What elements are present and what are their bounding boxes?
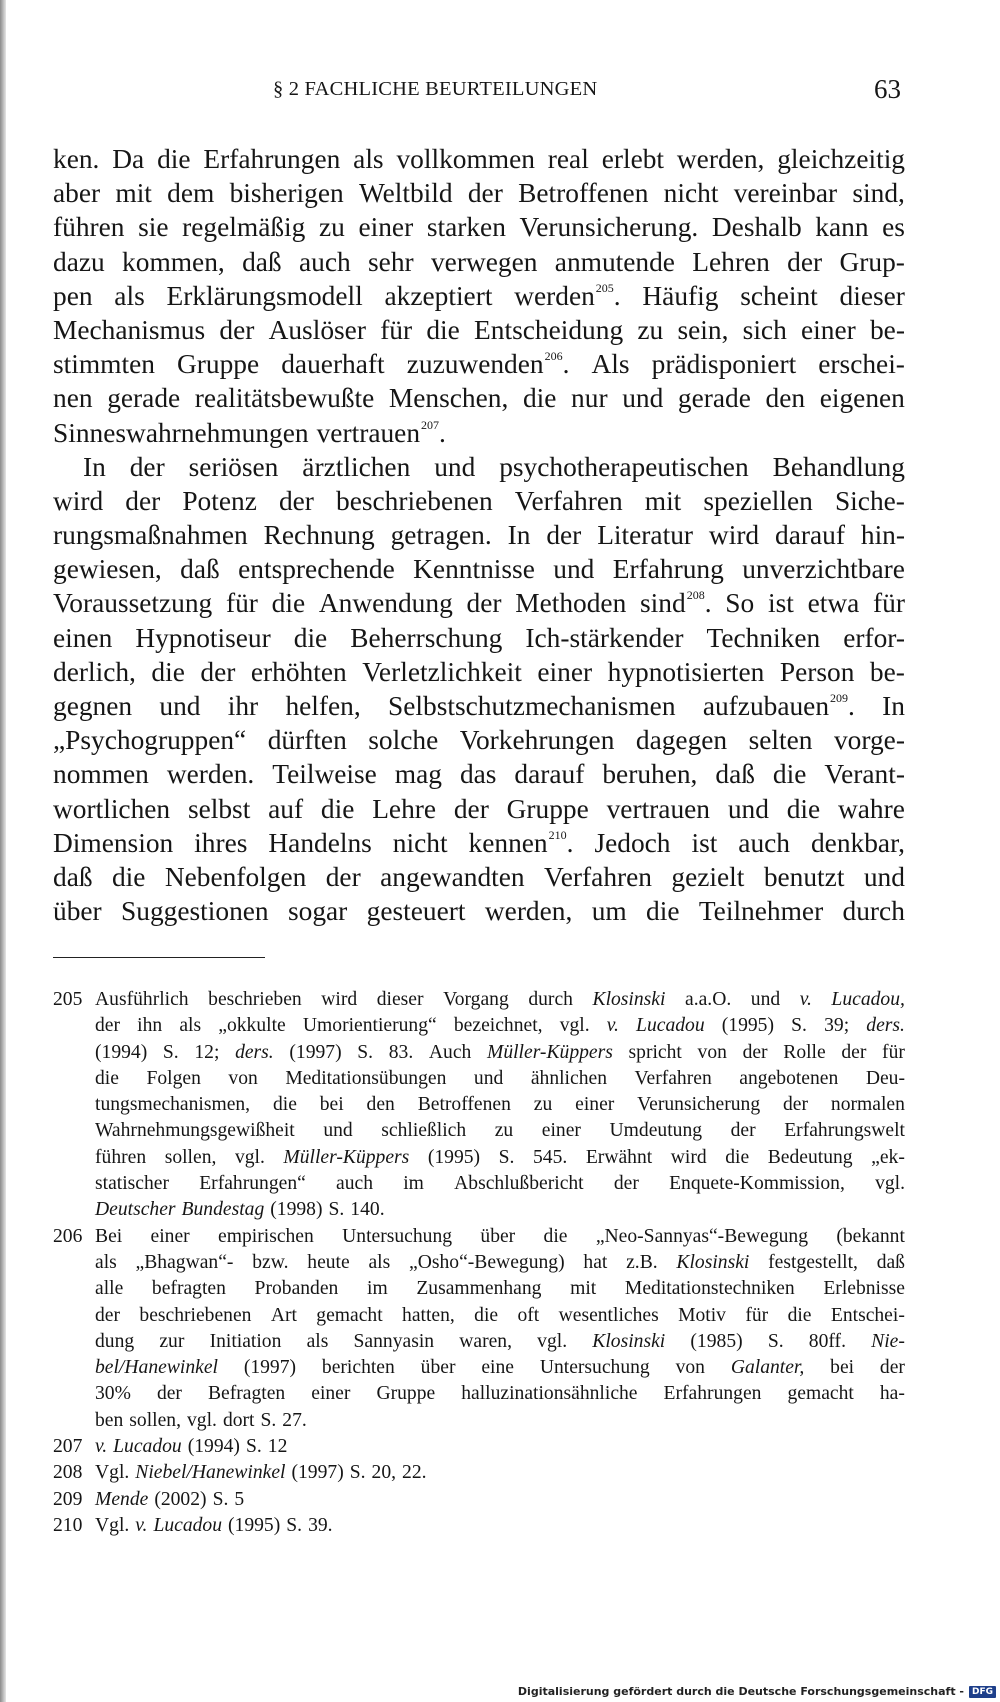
body-line: Sinneswahrnehmungen vertrauen$^{207}$. [53,417,446,448]
footnote-209 [53,1487,905,1513]
body-line: dazu kommen, daß auch sehr verwegen anmutende Lehren der Grup- [53,246,905,277]
body-line: Voraussetzung für die Anwendung der Methoden sind$^{208}$. So ist etwa für [53,588,905,619]
page-number: 63 [874,74,901,104]
footnote-reference: 210 [548,827,567,842]
body-line: ken. Da die Erfahrungen als vollkommen real erlebt werden, gleichzeitig [53,144,905,174]
footnote-line: alle befragten Probanden im Zusammenhang mit Meditationstechniken Erlebnisse [95,1278,905,1300]
footnote-line: bel/Hanewinkel (1997) berichten über eine Untersuchung von Galanter, bei der [95,1357,905,1379]
footnote-line: v. Lucadou (1994) S. 12 [95,1436,288,1458]
body-line: derlich, die der erhöhten Verletzlichkeit einer hypnotisierten Person be- [53,656,905,687]
body-line: stimmten Gruppe dauerhaft zuzuwenden$^{206}$. Als prädisponiert erschei- [53,349,905,380]
footnote-line: dung zur Initiation als Sannyasin waren, vgl. Klosinski (1985) S. 80ff. Nie- [95,1330,905,1352]
footnote-number: 209 [53,1488,83,1510]
footnote-line: Wahrnehmungsgewißheit und schließlich zu einer Umdeutung der Erfahrungswelt [95,1120,905,1142]
footnote-line: der beschriebenen Art gemacht hatten, die oft wesentliches Motiv für die Entschei- [95,1304,905,1326]
footnotes [53,987,905,1539]
body-line: über Suggestionen sogar gesteuert werden, um die Teilnehmer durch [53,896,905,927]
footnote-number: 210 [53,1514,83,1536]
footnote-210 [53,1513,905,1539]
digitization-credit [518,1685,996,1698]
running-title: § 2 FACHLICHE BEURTEILUNGEN [273,78,598,100]
running-head [53,74,905,108]
footnote-line: Deutscher Bundestag (1998) S. 140. [95,1199,385,1221]
footnote-line: die Folgen von Meditationsübungen und ähnlichen Verfahren angebotenen Deu- [95,1067,905,1089]
body-line: aber mit dem bisherigen Weltbild der Betroffenen nicht vereinbar sind, [53,178,905,209]
body-line: gewiesen, daß entsprechende Kenntnisse und Erfahrung unverzichtbare [53,554,905,585]
body-line: daß die Nebenfolgen der angewandten Verfahren gezielt benutzt und [53,861,905,892]
footnote-line: 30% der Befragten einer Gruppe halluzinationsähnliche Erfahrungen gemacht ha- [95,1383,905,1405]
body-line: wird der Potenz der beschriebenen Verfahren mit speziellen Siche- [53,485,905,516]
body-line: wortlichen selbst auf die Lehre der Gruppe vertrauen und die wahre [53,793,905,824]
body-line: nommen werden. Teilweise mag das darauf beruhen, daß die Verant- [53,759,905,790]
footnote-line: Bei einer empirischen Untersuchung über die „Neo-Sannyas“-Bewegung (bekannt [95,1225,905,1247]
body-line: Dimension ihres Handelns nicht kennen$^{210}$. Jedoch ist auch denkbar, [53,827,905,858]
footnote-line: ben sollen, vgl. dort S. 27. [95,1409,307,1431]
body-line: rungsmaßnahmen Rechnung getragen. In der Literatur wird darauf hin- [53,520,905,551]
body-line: nen gerade realitätsbewußte Menschen, die nur und gerade den eigenen [53,383,905,414]
footnote-reference: 207 [421,417,440,432]
body-line: In der seriösen ärztlichen und psychotherapeutischen Behandlung [83,451,905,482]
body-line: „Psychogruppen“ dürften solche Vorkehrungen dagegen selten vorge- [53,725,905,756]
footnote-line: (1994) S. 12; ders. (1997) S. 83. Auch Müller-Küppers spricht von der Rolle der für [95,1041,905,1063]
footnote-number: 208 [53,1462,83,1484]
footnote-line: Mende (2002) S. 5 [95,1488,245,1510]
scan-edge [0,0,6,1702]
body-text [53,142,905,928]
footnote-205 [53,987,905,1224]
footnote-number: 205 [53,989,83,1010]
footnote-rule [53,957,265,958]
body-line: pen als Erklärungsmodell akzeptiert werden$^{205}$. Häufig scheint dieser [53,280,905,311]
body-line: gegnen und ihr helfen, Selbstschutzmechanismen aufzubauen$^{209}$. In [53,691,905,721]
credit-text: Digitalisierung gefördert durch die Deutsche Forschungsgemeinschaft - [517,1685,964,1698]
body-line: Mechanismus der Auslöser für die Entscheidung zu sein, sich einer be- [53,314,905,345]
body-line: einen Hypnotiseur die Beherrschung Ich-stärkender Techniken erfor- [53,622,905,653]
footnote-207 [53,1434,905,1460]
footnote-number: 207 [53,1436,83,1458]
footnote-reference: 209 [830,691,849,705]
footnote-line: Ausführlich beschrieben wird dieser Vorgang durch Klosinski a.a.O. und v. Lucadou, [95,989,905,1010]
dfg-logo: DFG [969,1686,996,1698]
footnote-line: als „Bhagwan“- bzw. heute als „Osho“-Bewegung) hat z.B. Klosinski festgestellt, daß [95,1251,905,1273]
footnote-reference: 208 [686,588,705,603]
footnote-line: der ihn als „okkulte Umorientierung“ bezeichnet, vgl. v. Lucadou (1995) S. 39; ders. [95,1015,905,1037]
footnote-line: Vgl. v. Lucadou (1995) S. 39. [95,1514,333,1536]
footnote-line: führen sollen, vgl. Müller-Küppers (1995) S. 545. Erwähnt wird die Bedeutung „ek- [95,1146,905,1168]
footnote-line: Vgl. Niebel/Hanewinkel (1997) S. 20, 22. [95,1462,427,1484]
footnote-reference: 205 [595,280,614,295]
body-line: führen sie regelmäßig zu einer starken Verunsicherung. Deshalb kann es [53,212,905,243]
footnote-206 [53,1224,905,1434]
footnote-line: statischer Erfahrungen“ auch im Abschlußbericht der Enquete-Kommission, vgl. [95,1173,905,1195]
footnote-208 [53,1460,905,1486]
footnote-line: tungsmechanismen, die bei den Betroffenen zu einer Verunsicherung der normalen [95,1094,905,1116]
footnote-reference: 206 [544,349,563,364]
footnote-number: 206 [53,1225,83,1247]
